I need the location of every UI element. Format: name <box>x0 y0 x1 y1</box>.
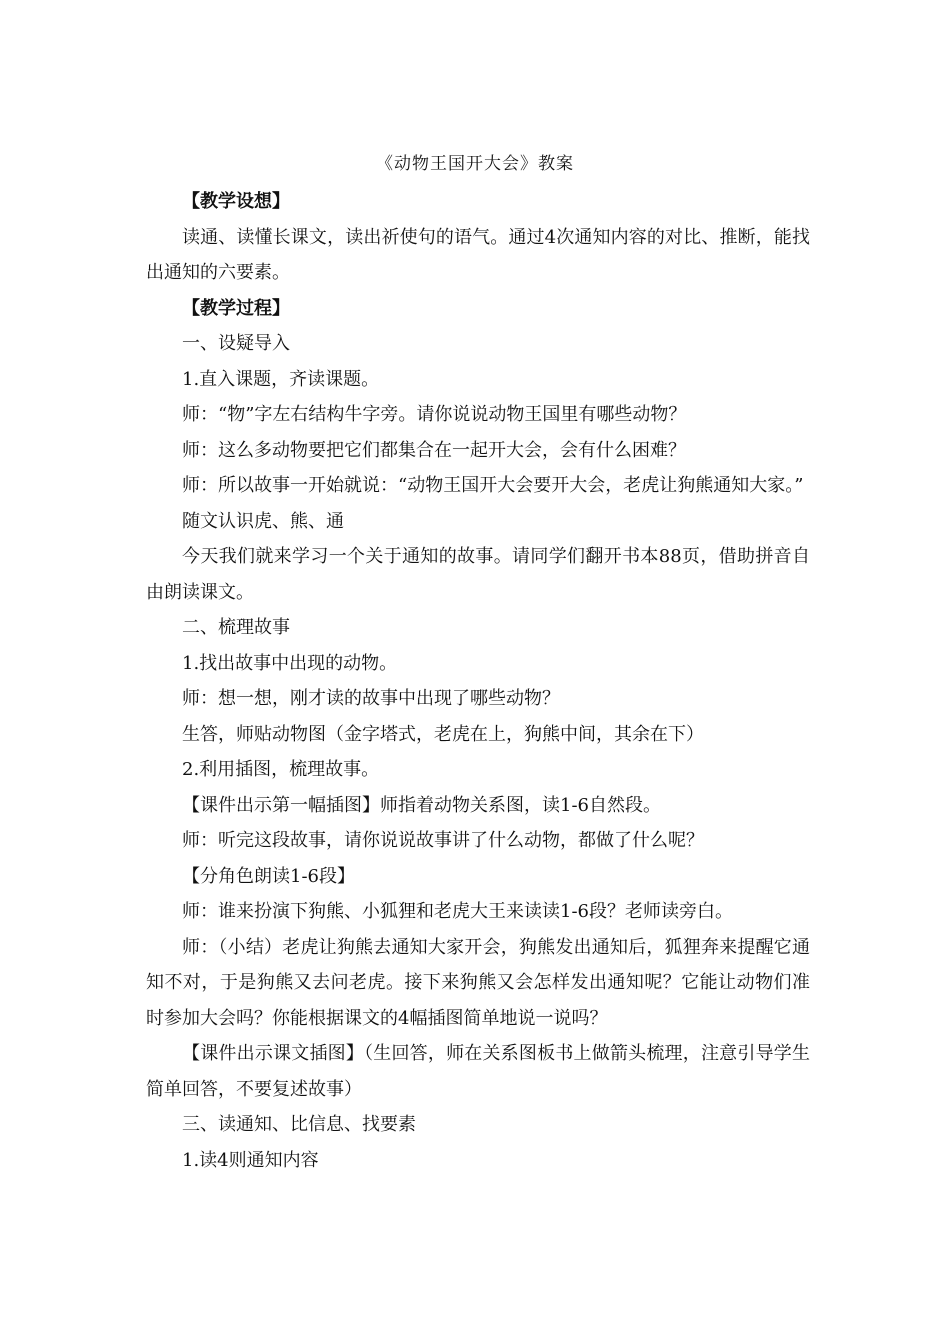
paragraph: 【分角色朗读1-6段】 <box>182 865 355 887</box>
paragraph: 今天我们就来学习一个关于通知的故事。请同学们翻开书本88页，借助拼音自由朗读课文。 <box>146 546 810 603</box>
paragraph: 师：“物”字左右结构牛字旁。请你说说动物王国里有哪些动物？ <box>182 404 687 425</box>
paragraph: 师：想一想，刚才读的故事中出现了哪些动物？ <box>182 688 560 709</box>
paragraph: 【课件出示课文插图】（生回答，师在关系图板书上做箭头梳理，注意引导学生简单回答，不要复述故事） <box>146 1043 810 1100</box>
paragraph: 读通、读懂长课文，读出祈使句的语气。通过4次通知内容的对比、推断，能找出通知的六要素。 <box>146 226 810 283</box>
paragraph: 随文认识虎、熊、通 <box>182 510 344 532</box>
paragraph: 【课件出示第一幅插图】师指着动物关系图，读1-6自然段。 <box>182 794 661 816</box>
section-heading: 【教学设想】 <box>182 191 290 212</box>
paragraph: 生答，师贴动物图（金字塔式，老虎在上，狗熊中间，其余在下） <box>182 723 704 745</box>
section-heading: 【教学过程】 <box>182 297 290 319</box>
paragraph: 师：谁来扮演下狗熊、小狐狸和老虎大王来读读1-6段？老师读旁白。 <box>182 901 733 922</box>
document-title: 《动物王国开大会》教案 <box>376 154 574 174</box>
paragraph: 一、设疑导入 <box>182 333 290 354</box>
paragraph: 师：这么多动物要把它们都集合在一起开大会，会有什么困难？ <box>182 439 686 461</box>
paragraph: 二、梳理故事 <box>182 617 290 638</box>
paragraph: 师：（小结）老虎让狗熊去通知大家开会，狗熊发出通知后，狐狸奔来提醒它通知不对，于是狗熊又去问老虎。接下来狗熊又会怎样发出通知呢？它能让动物们准时参加大会吗？你能根据课文的4幅插图简单地说一说吗？ <box>146 936 810 1029</box>
paragraph: 三、读通知、比信息、找要素 <box>182 1114 416 1135</box>
paragraph: 1.找出故事中出现的动物。 <box>182 652 398 674</box>
paragraph: 1.读4则通知内容 <box>182 1149 319 1171</box>
paragraph: 1.直入课题，齐读课题。 <box>182 368 380 390</box>
paragraph: 师：听完这段故事，请你说说故事讲了什么动物，都做了什么呢？ <box>182 830 704 851</box>
document-body <box>146 184 810 1178</box>
paragraph: 2.利用插图，梳理故事。 <box>182 759 380 780</box>
paragraph: 师：所以故事一开始就说：“动物王国开大会要开大会，老虎让狗熊通知大家。” <box>182 475 804 496</box>
